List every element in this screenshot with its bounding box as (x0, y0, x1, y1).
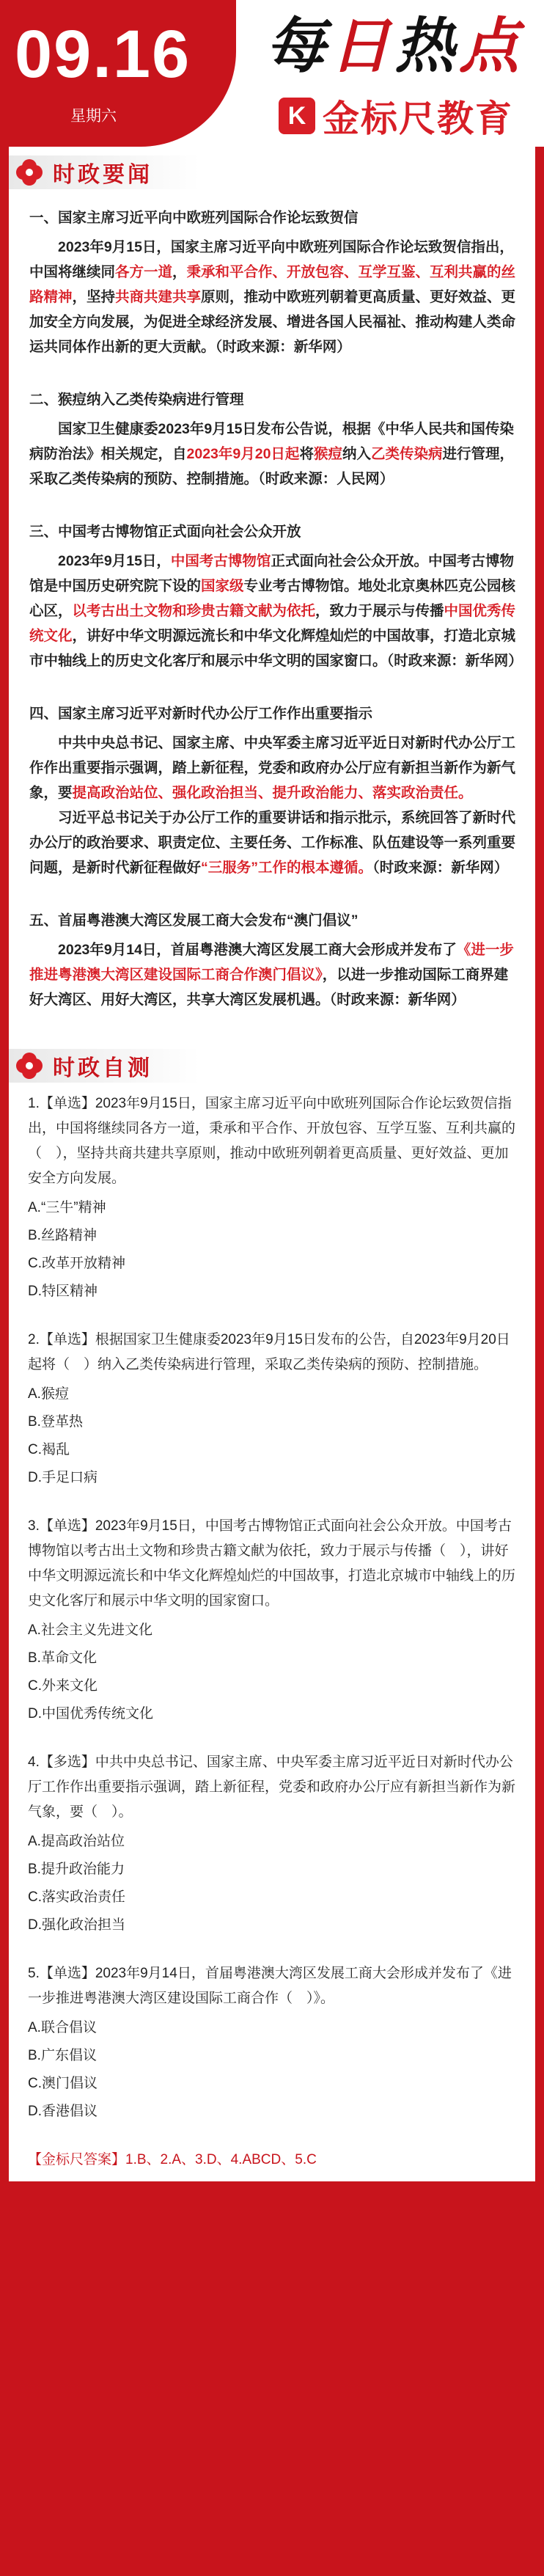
highlighted-text: 中国优秀传统文化 (29, 603, 516, 644)
question-stem: 1.【单选】2023年9月15日，国家主席习近平向中欧班列国际合作论坛致贺信指出，中国将继续同各方一道，秉承和平合作、开放包容、互学互鉴、互利共赢的（ ），坚持共商共建共享原则，推动中欧班列朝着更高质量、更好效益、更加安全方向发展。 (28, 1096, 516, 1186)
body-text: ，坚持 (72, 289, 116, 305)
brand-logo (279, 89, 513, 142)
answer-line (28, 2148, 519, 2181)
question-option: A.猴痘 (28, 1386, 69, 1402)
body-text: 2023年9月15日，国家主席习近平向中欧班列国际合作论坛致贺信指出，中国将继续同 (29, 239, 514, 280)
weekday-label: 星期六 (70, 108, 117, 125)
question-option: B.提升政治能力 (28, 1862, 125, 1877)
body-text: 原则，推动中欧班列朝着更高质量、更好效益、更加安全方向发展，为促进全球经济发展、增进各国人民福祉、推动构建人类命运共同体作出新的更大贡献。（时政来源：新华网） (29, 289, 516, 355)
body-text: 专业考古博物馆。地处北京奥林匹克公园核心区， (29, 578, 516, 619)
highlighted-text: 共商共建共享 (115, 289, 202, 305)
question-stem: 2.【单选】根据国家卫生健康委2023年9月15日发布的公告，自2023年9月20日起将（ ）纳入乙类传染病进行管理，采取乙类传染病的预防、控制措施。 (28, 1332, 510, 1372)
question-option: B.登革热 (28, 1414, 83, 1430)
body-text: 2023年9月15日， (58, 553, 171, 569)
question-option: C.澳门倡议 (28, 2076, 98, 2091)
brand-name: 金标尺教育 (323, 98, 513, 139)
news-item (29, 908, 516, 1012)
answer-text: 1.B、2.A、3.D、4.ABCD、5.C (125, 2152, 317, 2167)
quiz-question (28, 1328, 519, 1492)
body-text: 将 (299, 446, 314, 462)
body-text: 纳入 (342, 446, 371, 462)
quiz-question (28, 1750, 519, 1939)
question-option: D.手足口病 (28, 1470, 98, 1485)
question-stem: 3.【单选】2023年9月15日，中国考古博物馆正式面向社会公众开放。中国考古博物馆以考古出土文物和珍贵古籍文献为依托，致力于展示与传播（ ），讲好中华文明源远流长和中华文化辉煌灿烂的中国故事，打造北京城市中轴线上的历史文化客厅和展示中华文明的国家窗口。 (28, 1518, 516, 1609)
news-item-title: 五、首届粤港澳大湾区发展工商大会发布“澳门倡议” (29, 912, 359, 929)
body-text: 国家卫生健康委2023年9月15日发布公告说，根据《中华人民共和国传染病防治法》相关规定，自 (29, 421, 514, 462)
date-block (0, 0, 236, 147)
body-text: 2023年9月14日，首届粤港澳大湾区发展工商大会形成并发布了 (58, 942, 457, 958)
question-option: D.特区精神 (28, 1284, 98, 1299)
date-number: 09.16 (15, 17, 191, 92)
question-option: C.褐乱 (28, 1442, 70, 1457)
body-text: ，讲好中华文明源远流长和中华文化辉煌灿烂的中国故事，打造北京城市中轴线上的历史文化客厅和展示中华文明的国家窗口。（时政来源：新华网） (29, 628, 523, 669)
brand-title (265, 12, 523, 81)
question-option: C.落实政治责任 (28, 1889, 126, 1905)
quiz-list (9, 1091, 535, 2126)
question-option: A.社会主义先进文化 (28, 1622, 152, 1638)
brand-title-char: 点 (459, 11, 523, 81)
brand-title-char: 日 (330, 11, 394, 81)
news-section-title: 时政要闻 (53, 163, 152, 187)
news-item (29, 205, 516, 359)
news-item (29, 387, 516, 491)
body-text: ， (172, 264, 187, 280)
header (0, 0, 544, 147)
quiz-section-title: 时政自测 (53, 1056, 152, 1080)
body-text: 进行管理，采取乙类传染病的预防、控制措施。（时政来源：人民网） (29, 446, 515, 487)
news-panel (9, 147, 535, 2181)
question-option: B.革命文化 (28, 1650, 97, 1666)
highlighted-text: 猴痘 (313, 446, 342, 462)
body-text: （时政来源：新华网） (372, 860, 509, 876)
question-option: D.香港倡议 (28, 2104, 98, 2119)
question-option: D.中国优秀传统文化 (28, 1706, 154, 1721)
news-item-body (29, 235, 516, 359)
quiz-question (28, 1514, 519, 1728)
news-item-body (29, 417, 516, 491)
brand-title-char: 每 (265, 11, 330, 81)
news-list (9, 205, 535, 1012)
question-option: B.广东倡议 (28, 2048, 97, 2063)
body-text: 习近平总书记关于办公厅工作的重要讲话和指示批示，系统回答了新时代办公厅的政治要求、职责定位、主要任务、工作标准、队伍建设等一系列重要问题，是新时代新征程做好 (29, 810, 516, 876)
flower-icon (16, 1053, 43, 1079)
news-item-body (29, 549, 523, 673)
question-stem: 4.【多选】中共中央总书记、国家主席、中央军委主席习近平近日对新时代办公厅工作作出重要指示强调，踏上新征程，党委和政府办公厅应有新担当新作为新气象，要（ ）。 (28, 1754, 516, 1820)
news-item-title: 四、国家主席习近平对新时代办公厅工作作出重要指示 (29, 706, 373, 722)
question-option: C.改革开放精神 (28, 1256, 126, 1271)
question-option: C.外来文化 (28, 1678, 98, 1694)
highlighted-text: 国家级 (201, 578, 244, 594)
news-section-header (9, 147, 535, 198)
highlighted-text: 中国考古博物馆 (170, 553, 271, 569)
highlighted-text: 乙类传染病 (370, 446, 443, 462)
question-option: A.联合倡议 (28, 2020, 97, 2035)
news-item-body (29, 805, 516, 880)
body-text: ，致力于展示与传播 (315, 603, 444, 619)
flower-icon (16, 159, 43, 186)
highlighted-text: 各方一道 (115, 264, 173, 280)
highlighted-text: 秉承和平合作、开放包容、互学互鉴、互利共赢的丝路精神 (29, 264, 516, 305)
body-text: 中共中央总书记、国家主席、中央军委主席习近平近日对新时代办公厅工作作出重要指示强调，踏上新征程，党委和政府办公厅应有新担当新作为新气象，要 (29, 735, 516, 801)
news-item-title: 三、中国考古博物馆正式面向社会公众开放 (29, 524, 301, 540)
quiz-question (28, 1091, 519, 1306)
body-text: ，以进一步推动国际工商界建好大湾区、用好大湾区，共享大湾区发展机遇。（时政来源：新华网） (29, 967, 509, 1008)
question-option: D.强化政治担当 (28, 1917, 126, 1933)
brand-title-char: 热 (394, 11, 459, 81)
quiz-question (28, 1961, 519, 2126)
news-item-title: 一、国家主席习近平向中欧班列国际合作论坛致贺信 (29, 210, 359, 226)
highlighted-text: 2023年9月20日起 (186, 446, 300, 462)
news-item-body (29, 731, 516, 805)
highlighted-text: 以考古出土文物和珍贵古籍文献为依托 (72, 603, 316, 619)
news-item (29, 701, 516, 880)
question-stem: 5.【单选】2023年9月14日，首届粤港澳大湾区发展工商大会形成并发布了《进一步推进粤港澳大湾区建设国际工商合作（ ）》。 (28, 1966, 512, 2006)
highlighted-text: 《进一步推进粤港澳大湾区建设国际工商合作澳门倡议》 (29, 942, 514, 983)
news-item (29, 519, 523, 673)
quiz-section-header (9, 1040, 535, 1091)
highlighted-text: “三服务”工作的根本遵循。 (201, 860, 373, 876)
question-option: A.“三牛”精神 (28, 1200, 106, 1215)
brand-logo-icon: K (279, 98, 315, 134)
news-item-body (29, 937, 516, 1012)
highlighted-text: 提高政治站位、强化政治担当、提升政治能力、落实政治责任。 (72, 785, 473, 801)
news-item-title: 二、猴痘纳入乙类传染病进行管理 (29, 392, 244, 408)
question-option: B.丝路精神 (28, 1228, 97, 1243)
body-text: 正式面向社会公众开放。中国考古博物馆是中国历史研究院下设的 (29, 553, 514, 594)
answer-label: 【金标尺答案】 (28, 2152, 126, 2167)
question-option: A.提高政治站位 (28, 1834, 125, 1849)
